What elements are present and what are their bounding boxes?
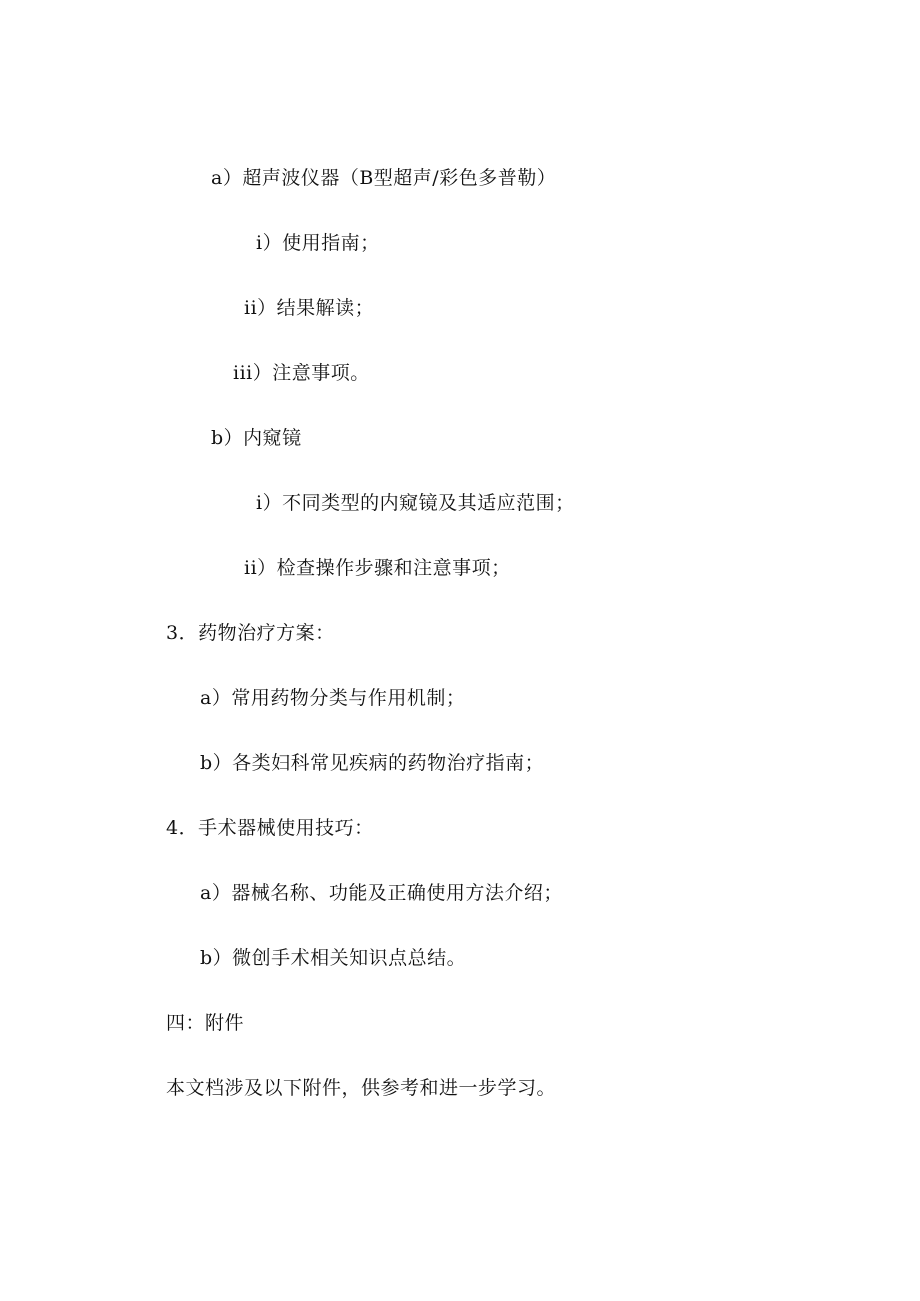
- surgical-tools-item-b: b）微创手术相关知识点总结。: [200, 947, 467, 969]
- endoscope-point-types: i）不同类型的内窥镜及其适应范围；: [256, 492, 575, 514]
- ultrasound-point-notes: iii）注意事项。: [233, 362, 370, 384]
- surgical-tools-item-a: a）器械名称、功能及正确使用方法介绍；: [200, 882, 563, 904]
- ultrasound-point-results: ii）结果解读；: [244, 297, 375, 319]
- drug-therapy-item-a: a）常用药物分类与作用机制；: [200, 687, 466, 709]
- subitem-ultrasound: a）超声波仪器（B型超声/彩色多普勒）: [211, 167, 557, 189]
- ultrasound-point-usage: i）使用指南；: [256, 232, 380, 254]
- section-heading-attachments: 四：附件: [166, 1012, 245, 1034]
- section-heading-drug-therapy: 3．药物治疗方案：: [166, 622, 335, 644]
- section-heading-surgical-tools: 4．手术器械使用技巧：: [166, 817, 374, 839]
- drug-therapy-item-b: b）各类妇科常见疾病的药物治疗指南；: [200, 752, 545, 774]
- attachments-paragraph: 本文档涉及以下附件，供参考和进一步学习。: [166, 1077, 557, 1099]
- subitem-endoscope: b）内窥镜: [211, 427, 302, 449]
- endoscope-point-steps: ii）检查操作步骤和注意事项；: [244, 557, 511, 579]
